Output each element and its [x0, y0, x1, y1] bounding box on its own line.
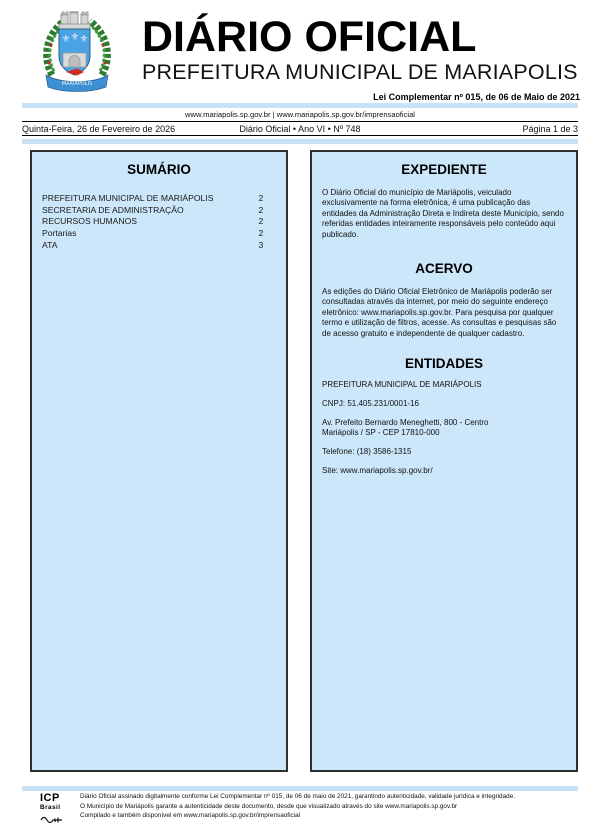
law-reference: Lei Complementar nº 015, de 06 de Maio de 2021	[373, 92, 580, 102]
icp-logo-text: ICP	[40, 792, 60, 804]
expediente-title: EXPEDIENTE	[401, 162, 487, 177]
summary-item-label[interactable]: RECURSOS HUMANOS	[42, 216, 138, 227]
edition-number: Diário Oficial • Ano VI • Nº 748	[239, 123, 361, 134]
acervo-text: As edições do Diário Oficial Eletrônico de Mariápolis poderão ser consultadas através da internet, por meio do seguinte endereço eletrônico: www.mariapolis.sp.gov.br. Para pesquisa por qualquer termo e utilização de filtros, acesse. As consultas e pesquisas são de acesso gratuito e independente de qualquer cadastro.	[322, 286, 557, 338]
page-indicator: Página 1 de 3	[522, 123, 578, 134]
entidades-title: ENTIDADES	[404, 355, 483, 371]
entity-address-line2: Mariápolis / SP - CEP 17810-000	[322, 427, 440, 437]
svg-text:⚜: ⚜	[61, 34, 71, 45]
summary-item-page: 3	[258, 239, 264, 250]
entity-name: PREFEITURA MUNICIPAL DE MARIÁPOLIS	[322, 379, 482, 389]
signature-line-2: O Município de Mariápolis garante a autenticidade deste documento, desde que visualizado através do site www.mariapolis.sp.gov.br	[80, 802, 458, 810]
digital-signature-notice	[80, 792, 578, 821]
summary-item-page: 2	[258, 228, 264, 239]
icp-brasil-logo	[40, 793, 78, 825]
svg-text:⚜: ⚜	[79, 34, 89, 45]
acervo-title: ACERVO	[415, 260, 473, 276]
icp-key-icon	[40, 815, 66, 824]
summary-item-page: 2	[258, 204, 264, 215]
summary-item-label[interactable]: SECRETARIA DE ADMINISTRAÇÃO	[42, 204, 184, 215]
footer-blue-bar	[22, 786, 578, 791]
signature-line-3: Compilado e também disponível em www.mariapolis.sp.gov.br/imprensaoficial	[80, 812, 301, 820]
summary-box	[30, 150, 288, 772]
masthead	[142, 13, 580, 102]
summary-title: SUMÁRIO	[127, 162, 191, 177]
summary-list	[42, 193, 276, 251]
gazette-title: DIÁRIO OFICIAL	[142, 13, 477, 61]
gazette-subtitle: PREFEITURA MUNICIPAL DE MARIAPOLIS	[142, 60, 578, 84]
summary-item-page: 2	[258, 216, 264, 227]
signature-line-1: Diário Oficial assinado digitalmente conforme Lei Complementar nº 015, de 06 de maio de 2021, garantindo autenticidade, validade jurídica e integridade.	[80, 793, 516, 800]
masthead-bars	[22, 103, 578, 144]
edition-info-row	[22, 121, 578, 136]
entity-phone: Telefone: (18) 3586-1315	[322, 446, 412, 456]
svg-text:⚜: ⚜	[70, 32, 80, 43]
info-box	[310, 150, 578, 772]
summary-item[interactable]	[42, 205, 276, 216]
entity-address-line1: Av. Prefeito Bernardo Meneghetti, 800 - Centro	[322, 417, 489, 427]
gazette-urls[interactable]: www.mariapolis.sp.gov.br | www.mariapolis.sp.gov.br/imprensaoficial	[22, 108, 578, 121]
summary-item[interactable]	[42, 240, 276, 251]
summary-item[interactable]	[42, 228, 276, 239]
expediente-text: O Diário Oficial do município de Mariápolis, veiculado exclusivamente na forma eletrônica, é uma publicação das entidades da Administração Direta e Indireta deste Município, sendo referidas entidades inteiramente responsáveis pelo conteúdo aqui publicado.	[322, 188, 564, 239]
bottom-blue-bar	[22, 139, 578, 144]
svg-text:MARIÁPOLIS: MARIÁPOLIS	[61, 81, 93, 87]
summary-item-label[interactable]: ATA	[42, 239, 58, 250]
summary-item-label[interactable]: Portarias	[42, 228, 77, 239]
edition-date: Quinta-Feira, 26 de Fevereiro de 2026	[22, 123, 176, 134]
entity-cnpj: CNPJ: 51.405.231/0001-16	[322, 398, 419, 408]
summary-item[interactable]	[42, 193, 276, 204]
city-coat-of-arms-icon	[36, 11, 118, 99]
summary-item[interactable]	[42, 216, 276, 227]
summary-item-page: 2	[258, 193, 264, 203]
entity-site[interactable]: Site: www.mariapolis.sp.gov.br/	[322, 465, 433, 475]
icp-logo-subtext: Brasil	[40, 804, 61, 811]
summary-item-label[interactable]: PREFEITURA MUNICIPAL DE MARIÁPOLIS	[42, 193, 214, 203]
